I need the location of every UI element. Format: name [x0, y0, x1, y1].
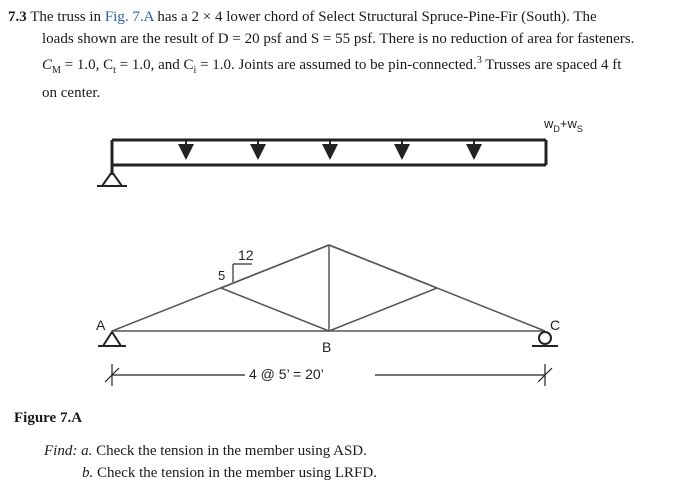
- factor-subscript: M: [52, 65, 61, 76]
- find-text: Check the tension in the member using ASD.: [92, 443, 367, 459]
- pin-support-icon: [103, 332, 121, 346]
- truss-diagram: [112, 245, 545, 331]
- factor-symbol: C: [42, 57, 53, 73]
- problem-text: = 1.0, C: [60, 57, 114, 73]
- slope-run-label: 12: [238, 247, 254, 263]
- footnote-marker[interactable]: 3: [476, 55, 482, 66]
- web-member-right: [329, 245, 437, 288]
- slope-rise-label: 5: [218, 268, 226, 283]
- problem-text: The truss in: [26, 9, 105, 25]
- find-a: [44, 440, 377, 462]
- find-section: [44, 440, 377, 484]
- problem-line-2: loads shown are the result of D = 20 psf and S = 55 psf. There is no reduction of area for fasteners.: [42, 31, 635, 47]
- find-b: [44, 462, 377, 484]
- span-label: 4 @ 5’ = 20’: [249, 366, 324, 382]
- joint-a-label: A: [96, 317, 106, 333]
- problem-text: = 1.0, and C: [115, 57, 194, 73]
- load-diagram: [97, 116, 583, 186]
- web-member: [329, 288, 437, 331]
- problem-line-4: on center.: [42, 85, 101, 101]
- figure-caption: Figure 7.A: [14, 410, 83, 426]
- web-member: [221, 288, 329, 331]
- span-dimension: [105, 364, 552, 386]
- problem-text: has a 2 × 4 lower chord of Select Structural Spruce-Pine-Fir (South). The: [153, 9, 597, 25]
- problem-number: 7.3: [8, 9, 27, 25]
- find-label: Find:: [44, 443, 78, 459]
- item-letter: a.: [81, 443, 93, 459]
- factor-subscript: t: [113, 65, 116, 76]
- problem-text: Trusses are spaced 4 ft: [481, 57, 622, 73]
- find-text: Check the tension in the member using LRFD.: [93, 465, 377, 481]
- load-label: $w_D+w_S$: [544, 116, 583, 134]
- factor-subscript: i: [193, 65, 197, 76]
- joint-b-label: B: [322, 339, 332, 355]
- problem-text: = 1.0. Joints are assumed to be pin-connected.: [196, 57, 477, 73]
- roller-support-icon: [539, 332, 551, 344]
- figure-reference-link[interactable]: Fig. 7.A: [104, 9, 154, 25]
- item-letter: b.: [82, 465, 94, 481]
- joint-c-label: C: [550, 317, 561, 333]
